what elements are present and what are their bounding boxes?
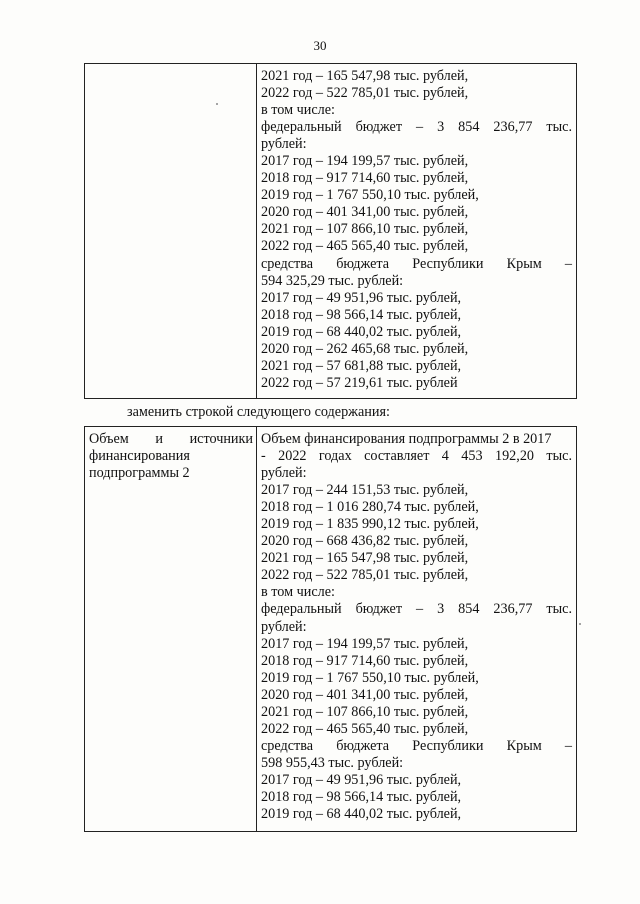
text-line: 2019 год – 68 440,02 тыс. рублей, — [261, 806, 462, 823]
text-line: 2017 год – 194 199,57 тыс. рублей, — [261, 153, 469, 170]
text-line: 2022 год – 57 219,61 тыс. рублей — [261, 374, 458, 391]
text-line: 2017 год – 49 951,96 тыс. рублей, — [261, 289, 462, 306]
text-line: 2018 год – 917 714,60 тыс. рублей, — [261, 652, 469, 669]
text-line: в том числе: — [261, 102, 335, 119]
text-line: средства бюджета Республики Крым – — [261, 737, 572, 754]
text-line: рублей: — [261, 465, 307, 482]
text-line: - 2022 годах составляет 4 453 192,20 тыс. — [261, 448, 572, 465]
text-line: федеральный бюджет – 3 854 236,77 тыс. — [261, 601, 572, 618]
replace-note: заменить строкой следующего содержания: — [127, 404, 390, 420]
bottom-table-right-cell — [257, 427, 577, 832]
text-line: 2022 год – 522 785,01 тыс. рублей, — [261, 85, 469, 102]
text-line: рублей: — [261, 136, 307, 153]
text-line: рублей: — [261, 618, 307, 635]
top-table — [84, 63, 577, 399]
text-line: подпрограммы 2 — [89, 465, 190, 482]
scan-speck — [216, 103, 218, 105]
text-line: 2022 год – 465 565,40 тыс. рублей, — [261, 720, 469, 737]
text-line: средства бюджета Республики Крым – — [261, 255, 572, 272]
text-line: финансирования — [89, 448, 190, 465]
text-line: 2017 год – 194 199,57 тыс. рублей, — [261, 635, 469, 652]
text-line: 2022 год – 522 785,01 тыс. рублей, — [261, 567, 469, 584]
table-row — [85, 427, 577, 832]
text-line: Объем и источники — [89, 431, 253, 447]
text-line: 2019 год – 1 835 990,12 тыс. рублей, — [261, 516, 479, 533]
text-line: 2021 год – 165 547,98 тыс. рублей, — [261, 68, 469, 84]
text-line: 2020 год – 401 341,00 тыс. рублей, — [261, 686, 469, 703]
text-line: 2019 год – 68 440,02 тыс. рублей, — [261, 323, 462, 340]
text-line: 598 955,43 тыс. рублей: — [261, 754, 404, 771]
top-table-right-cell — [257, 64, 577, 399]
table-row — [85, 64, 577, 399]
text-line: в том числе: — [261, 584, 335, 601]
text-line: 2017 год – 49 951,96 тыс. рублей, — [261, 771, 462, 788]
page-number: 30 — [313, 38, 327, 53]
text-line: 2018 год – 98 566,14 тыс. рублей, — [261, 788, 462, 805]
text-line: 2018 год – 917 714,60 тыс. рублей, — [261, 170, 469, 187]
text-line: 594 325,29 тыс. рублей: — [261, 272, 404, 289]
text-line: 2022 год – 465 565,40 тыс. рублей, — [261, 238, 469, 255]
text-line: 2021 год – 165 547,98 тыс. рублей, — [261, 550, 469, 567]
text-line: Объем финансирования подпрограммы 2 в 2017 — [261, 431, 552, 447]
top-table-left-cell — [85, 64, 257, 399]
text-line: 2019 год – 1 767 550,10 тыс. рублей, — [261, 187, 479, 204]
text-line: 2018 год – 1 016 280,74 тыс. рублей, — [261, 499, 479, 516]
text-line: 2017 год – 244 151,53 тыс. рублей, — [261, 482, 469, 499]
text-line: 2021 год – 57 681,88 тыс. рублей, — [261, 357, 462, 374]
bottom-table — [84, 426, 577, 832]
text-line: 2021 год – 107 866,10 тыс. рублей, — [261, 221, 469, 238]
text-line: 2018 год – 98 566,14 тыс. рублей, — [261, 306, 462, 323]
scan-speck — [579, 623, 581, 625]
text-line: 2020 год – 401 341,00 тыс. рублей, — [261, 204, 469, 221]
text-line: 2020 год – 262 465,68 тыс. рублей, — [261, 340, 469, 357]
text-line: 2021 год – 107 866,10 тыс. рублей, — [261, 703, 469, 720]
text-line: 2019 год – 1 767 550,10 тыс. рублей, — [261, 669, 479, 686]
text-line: федеральный бюджет – 3 854 236,77 тыс. — [261, 119, 572, 136]
bottom-table-left-cell — [85, 427, 257, 832]
text-line: 2020 год – 668 436,82 тыс. рублей, — [261, 533, 469, 550]
